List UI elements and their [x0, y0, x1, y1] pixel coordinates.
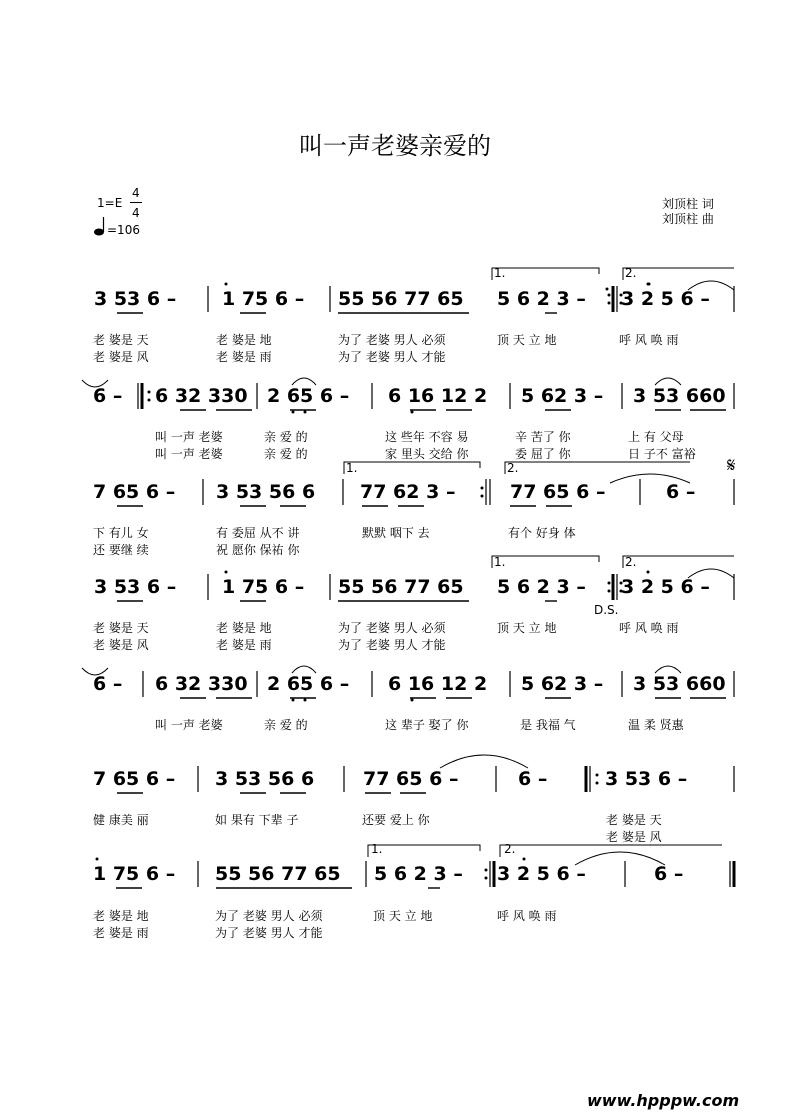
slur — [292, 666, 316, 673]
volta-bracket — [492, 556, 599, 568]
lyric: 老 婆是 风 — [606, 830, 662, 844]
lyric: 亲 爱 的 — [264, 430, 308, 444]
measure: 3 2 5 6 – — [621, 576, 710, 598]
repeat-dot — [485, 869, 488, 872]
measure: 3 53 660 — [633, 385, 726, 407]
lyric: 委 屈了 你 — [515, 447, 571, 461]
measure: 6 32 330 — [155, 385, 248, 407]
lyric: 顶 天 立 地 — [497, 333, 557, 347]
measure: 6 32 330 — [155, 673, 248, 695]
octave-dot — [647, 283, 650, 286]
measure: 1 75 6 – — [222, 576, 305, 598]
lyricist-credit: 刘顶柱 词 — [662, 197, 714, 211]
lyric: 为了 老婆 男人 必须 — [338, 333, 446, 347]
repeat-dot — [481, 487, 484, 490]
lyric: 下 有儿 女 — [93, 526, 149, 540]
repeat-dot — [596, 782, 599, 785]
measure: 3 53 6 – — [94, 576, 177, 598]
lyric: 老 婆是 地 — [216, 333, 272, 347]
measure: 3 2 5 6 – — [621, 288, 710, 310]
site-watermark: www.hpppw.com — [587, 1091, 740, 1110]
slur — [575, 852, 665, 865]
measure: 3 53 6 – — [94, 288, 177, 310]
volta-2-label: 2. — [625, 555, 637, 569]
measure: 5 62 3 – — [521, 385, 604, 407]
lyric: 家 里头 交给 你 — [385, 447, 469, 461]
lyric: 为了 老婆 男人 必须 — [215, 909, 323, 923]
volta-bracket — [492, 268, 599, 280]
lyric: 还 要继 续 — [93, 543, 149, 557]
lyric: 老 婆是 雨 — [93, 926, 149, 940]
lyric: 老 婆是 天 — [606, 813, 662, 827]
repeat-dot — [481, 495, 484, 498]
dal-segno-marking: D.S. — [594, 603, 619, 617]
key-signature: 1=E — [97, 196, 123, 210]
lyric: 叫 一声 老婆 — [155, 447, 223, 461]
lyric: 是 我福 气 — [520, 718, 576, 732]
lyric: 如 果有 下辈 子 — [215, 813, 299, 827]
slur — [655, 666, 681, 673]
repeat-dot — [608, 294, 611, 297]
measure: 5 6 2 3 – — [374, 863, 463, 885]
lyric: 为了 老婆 男人 才能 — [338, 350, 446, 364]
measure: 77 65 6 – — [510, 481, 606, 503]
slur — [440, 755, 528, 768]
lyric: 呼 风 唤 雨 — [497, 909, 557, 923]
octave-dot — [225, 571, 228, 574]
lyric: 老 婆是 地 — [93, 909, 149, 923]
lyric: 亲 爱 的 — [264, 447, 308, 461]
lyric: 老 婆是 风 — [93, 638, 149, 652]
lyric: 默默 咽下 去 — [362, 526, 430, 540]
repeat-dot — [148, 391, 151, 394]
tempo-marking: =106 — [107, 223, 140, 237]
lyric: 还要 爱上 你 — [362, 813, 430, 827]
measure: 6 – — [93, 385, 123, 407]
measure: 55 56 77 65 — [338, 576, 464, 598]
volta-2-label: 2. — [507, 461, 519, 475]
lyric: 为了 老婆 男人 才能 — [215, 926, 323, 940]
volta-1-label: 1. — [346, 461, 358, 475]
lyric: 呼 风 唤 雨 — [619, 621, 679, 635]
page-title: 叫一声老婆亲爱的 — [299, 132, 491, 160]
octave-dot — [292, 699, 295, 702]
measure: 6 – — [93, 673, 123, 695]
lyric: 日 子不 富裕 — [628, 447, 696, 461]
lyric: 叫 一声 老婆 — [155, 718, 223, 732]
lyric: 老 婆是 天 — [93, 333, 149, 347]
octave-dot — [96, 858, 99, 861]
lyric: 顶 天 立 地 — [373, 909, 433, 923]
volta-2-label: 2. — [625, 266, 637, 280]
measure: 7 65 6 – — [93, 768, 176, 790]
repeat-dot — [485, 877, 488, 880]
slur — [655, 378, 681, 385]
octave-dot — [304, 411, 307, 414]
measure: 77 62 3 – — [360, 481, 456, 503]
lyric: 老 婆是 地 — [216, 621, 272, 635]
lyric: 温 柔 贤惠 — [628, 718, 684, 732]
measure: 2 65 6 – — [267, 385, 350, 407]
lyric: 呼 风 唤 雨 — [619, 333, 679, 347]
composer-credit: 刘顶柱 曲 — [662, 212, 714, 226]
measure: 2 65 6 – — [267, 673, 350, 695]
lyric: 辛 苦了 你 — [515, 430, 571, 444]
lyric: 祝 愿你 保祐 你 — [216, 543, 300, 557]
repeat-dot — [608, 582, 611, 585]
volta-1-label: 1. — [494, 266, 506, 280]
segno-icon: 𝄋 — [727, 453, 736, 477]
octave-dot — [523, 858, 526, 861]
lyric: 老 婆是 风 — [93, 350, 149, 364]
lyric: 老 婆是 雨 — [216, 350, 272, 364]
octave-dot — [225, 283, 228, 286]
measure: 3 53 56 6 — [216, 481, 316, 503]
lyric: 有 委屈 从不 讲 — [216, 526, 300, 540]
measure: 6 – — [666, 481, 696, 503]
volta-bracket — [368, 845, 480, 857]
volta-2-label: 2. — [504, 842, 516, 856]
octave-dot — [647, 571, 650, 574]
measure: 55 56 77 65 — [338, 288, 464, 310]
lyric: 顶 天 立 地 — [497, 621, 557, 635]
measure: 3 53 660 — [633, 673, 726, 695]
volta-1-label: 1. — [371, 842, 383, 856]
measure: 3 53 56 6 — [215, 768, 315, 790]
measure: 6 – — [654, 863, 684, 885]
lyric: 这 辈子 娶了 你 — [385, 718, 469, 732]
lyric: 这 些年 不容 易 — [385, 430, 469, 444]
lyric: 叫 一声 老婆 — [155, 430, 223, 444]
lyric: 有个 好身 体 — [508, 526, 576, 540]
lyric: 为了 老婆 男人 才能 — [338, 638, 446, 652]
volta-bracket — [344, 462, 480, 474]
volta-bracket — [623, 556, 734, 568]
measure: 6 – — [518, 768, 548, 790]
volta-bracket — [505, 462, 690, 474]
measure: 55 56 77 65 — [215, 863, 341, 885]
octave-dot — [304, 699, 307, 702]
volta-1-label: 1. — [494, 555, 506, 569]
measure: 7 65 6 – — [93, 481, 176, 503]
measure: 1 75 6 – — [222, 288, 305, 310]
octave-dot — [411, 699, 414, 702]
measure: 6 16 12 2 — [388, 385, 488, 407]
measure: 3 2 5 6 – — [497, 863, 586, 885]
measure: 5 6 2 3 – — [497, 288, 586, 310]
slur — [292, 378, 316, 385]
lyric: 为了 老婆 男人 必须 — [338, 621, 446, 635]
measure: 1 75 6 – — [93, 863, 176, 885]
measure: 6 16 12 2 — [388, 673, 488, 695]
lyric: 亲 爱 的 — [264, 718, 308, 732]
time-signature-top: 4 — [132, 186, 140, 200]
quarter-note-icon — [94, 217, 104, 236]
octave-dot — [411, 411, 414, 414]
repeat-dot — [596, 774, 599, 777]
volta-bracket — [500, 845, 722, 857]
lyric: 老 婆是 天 — [93, 621, 149, 635]
lyric: 健 康美 丽 — [93, 813, 149, 827]
measure: 77 65 6 – — [363, 768, 459, 790]
volta-bracket — [623, 268, 734, 280]
lyric: 老 婆是 雨 — [216, 638, 272, 652]
octave-dot — [292, 411, 295, 414]
time-signature-bottom: 4 — [132, 206, 140, 220]
measure: 3 53 6 – — [605, 768, 688, 790]
lyric: 上 有 父母 — [628, 430, 684, 444]
repeat-dot — [148, 399, 151, 402]
octave-dot — [606, 288, 609, 291]
repeat-dot — [608, 590, 611, 593]
measure: 5 62 3 – — [521, 673, 604, 695]
repeat-dot — [608, 302, 611, 305]
measure: 5 6 2 3 – — [497, 576, 586, 598]
